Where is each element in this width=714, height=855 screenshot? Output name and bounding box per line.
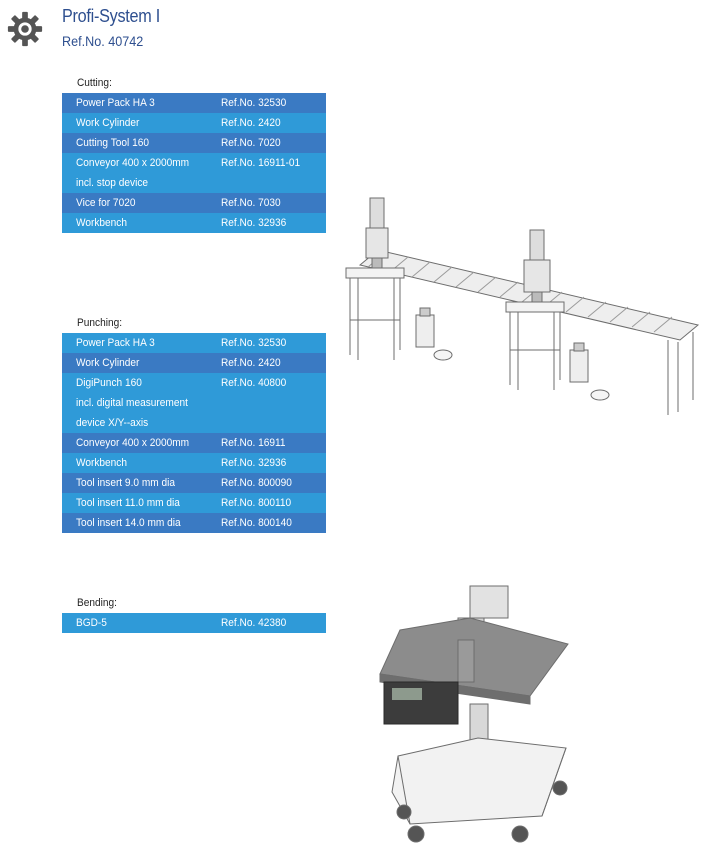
punching-label: Punching: [77,317,123,329]
table-row [62,373,326,433]
table-row [62,193,326,213]
item-ref: Ref.No. 40800 [221,377,287,389]
item-ref: Ref.No. 42380 [221,617,287,629]
page-title: Profi-System I [62,6,160,26]
bending-label: Bending: [77,597,117,609]
item-ref: Ref.No. 2420 [221,357,281,369]
table-row [62,613,326,649]
item-name: Vice for 7020 [76,197,136,209]
item-ref: Ref.No. 32530 [221,337,287,349]
punching-table [62,333,326,533]
item-ref: Ref.No. 16911-01 [221,157,301,169]
item-name: Cutting Tool 160 [76,137,149,149]
gear-icon [6,10,44,48]
table-row [62,133,326,153]
table-row [62,333,326,353]
table-row [62,113,326,133]
cutting-label: Cutting: [77,77,112,89]
item-ref: Ref.No. 32936 [221,457,287,469]
item-name: Tool insert 9.0 mm dia [76,477,176,489]
table-row [62,153,326,193]
item-name: Tool insert 14.0 mm dia [76,517,181,529]
item-ref: Ref.No. 32530 [221,97,287,109]
page-ref-number: Ref.No. 40742 [62,33,144,49]
item-ref: Ref.No. 32936 [221,217,287,229]
table-row [62,93,326,113]
table-row [62,213,326,233]
item-name: Work Cylinder [76,117,140,129]
item-name: Power Pack HA 3 [76,97,155,109]
table-row [62,493,326,513]
table-row [62,433,326,453]
bending-table [62,613,326,649]
item-name: Power Pack HA 3 [76,337,155,349]
table-row [62,353,326,373]
item-ref: Ref.No. 800090 [221,477,292,489]
item-name: BGD-5 eco [76,617,107,649]
item-name: Tool insert 11.0 mm dia [76,497,180,509]
cutting-table [62,93,326,233]
table-row [62,513,326,533]
item-name: Work Cylinder [76,357,140,369]
item-ref: Ref.No. 2420 [221,117,281,129]
profi-system-line-illustration [338,190,708,420]
item-ref: Ref.No. 800140 [221,517,292,529]
item-ref: Ref.No. 7020 [221,137,281,149]
item-name: DigiPunch 160 incl. digital measurement device X/Y--axis [76,377,188,429]
item-ref: Ref.No. 16911 [221,437,286,449]
item-name: Workbench [76,217,128,229]
table-row [62,473,326,493]
item-name: Conveyor 400 x 2000mm incl. stop device [76,157,190,189]
table-row [62,453,326,473]
bending-machine-illustration [370,578,582,850]
item-ref: Ref.No. 7030 [221,197,281,209]
item-ref: Ref.No. 800110 [221,497,292,509]
item-name: Conveyor 400 x 2000mm [76,437,190,449]
item-name: Workbench [76,457,128,469]
